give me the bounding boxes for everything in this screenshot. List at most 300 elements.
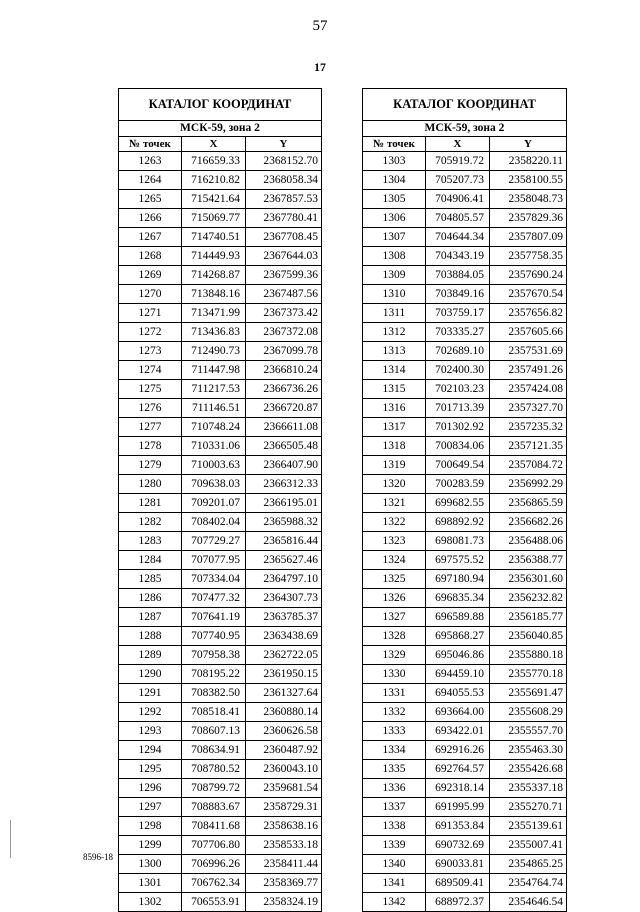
x-coordinate-cell: 710003.63 xyxy=(182,456,246,475)
y-coordinate-cell: 2357656.82 xyxy=(490,304,567,323)
x-coordinate-cell: 691995.99 xyxy=(426,798,490,817)
y-coordinate-cell: 2357424.08 xyxy=(490,380,567,399)
table-row xyxy=(119,399,322,418)
y-coordinate-cell: 2358100.55 xyxy=(490,171,567,190)
x-coordinate-cell: 708634.91 xyxy=(182,741,246,760)
point-number-cell: 1273 xyxy=(119,342,182,361)
point-number-cell: 1332 xyxy=(363,703,426,722)
table-row xyxy=(363,418,567,437)
table-row xyxy=(119,437,322,456)
table-row xyxy=(119,228,322,247)
x-coordinate-cell: 708195.22 xyxy=(182,665,246,684)
table-row xyxy=(363,684,567,703)
point-number-cell: 1341 xyxy=(363,874,426,893)
x-coordinate-cell: 705919.72 xyxy=(426,152,490,171)
point-number-cell: 1314 xyxy=(363,361,426,380)
x-coordinate-cell: 707740.95 xyxy=(182,627,246,646)
point-number-cell: 1281 xyxy=(119,494,182,513)
x-coordinate-cell: 712490.73 xyxy=(182,342,246,361)
point-number-cell: 1325 xyxy=(363,570,426,589)
y-coordinate-cell: 2354865.25 xyxy=(490,855,567,874)
table-row xyxy=(119,266,322,285)
table-row xyxy=(119,513,322,532)
table-row xyxy=(363,513,567,532)
table-row xyxy=(363,380,567,399)
x-coordinate-cell: 707729.27 xyxy=(182,532,246,551)
table-row xyxy=(119,209,322,228)
y-coordinate-cell: 2355139.61 xyxy=(490,817,567,836)
x-coordinate-cell: 706762.34 xyxy=(182,874,246,893)
table-row xyxy=(119,798,322,817)
y-coordinate-cell: 2365988.32 xyxy=(246,513,322,532)
y-coordinate-cell: 2357758.35 xyxy=(490,247,567,266)
y-coordinate-cell: 2367599.36 xyxy=(246,266,322,285)
column-header-point-number: № точек xyxy=(363,137,426,152)
point-number-cell: 1290 xyxy=(119,665,182,684)
coordinate-system-label: МСК-59, зона 2 xyxy=(363,121,567,137)
column-header-y: Y xyxy=(246,137,322,152)
y-coordinate-cell: 2363785.37 xyxy=(246,608,322,627)
point-number-cell: 1295 xyxy=(119,760,182,779)
y-coordinate-cell: 2360626.58 xyxy=(246,722,322,741)
x-coordinate-cell: 702689.10 xyxy=(426,342,490,361)
y-coordinate-cell: 2354646.54 xyxy=(490,893,567,912)
point-number-cell: 1293 xyxy=(119,722,182,741)
table-row xyxy=(363,836,567,855)
y-coordinate-cell: 2366195.01 xyxy=(246,494,322,513)
x-coordinate-cell: 692916.26 xyxy=(426,741,490,760)
x-coordinate-cell: 703759.17 xyxy=(426,304,490,323)
x-coordinate-cell: 708411.68 xyxy=(182,817,246,836)
x-coordinate-cell: 695046.86 xyxy=(426,646,490,665)
point-number-cell: 1301 xyxy=(119,874,182,893)
table-row xyxy=(363,646,567,665)
point-number-cell: 1272 xyxy=(119,323,182,342)
y-coordinate-cell: 2356040.85 xyxy=(490,627,567,646)
table-row xyxy=(119,627,322,646)
point-number-cell: 1269 xyxy=(119,266,182,285)
point-number-cell: 1265 xyxy=(119,190,182,209)
table-row xyxy=(119,285,322,304)
x-coordinate-cell: 707958.38 xyxy=(182,646,246,665)
point-number-cell: 1319 xyxy=(363,456,426,475)
point-number-cell: 1279 xyxy=(119,456,182,475)
table-row xyxy=(119,323,322,342)
x-coordinate-cell: 704805.57 xyxy=(426,209,490,228)
y-coordinate-cell: 2357084.72 xyxy=(490,456,567,475)
x-coordinate-cell: 697180.94 xyxy=(426,570,490,589)
table-row xyxy=(363,494,567,513)
x-coordinate-cell: 708402.04 xyxy=(182,513,246,532)
point-number-cell: 1288 xyxy=(119,627,182,646)
table-row xyxy=(363,741,567,760)
point-number-cell: 1338 xyxy=(363,817,426,836)
y-coordinate-cell: 2358729.31 xyxy=(246,798,322,817)
y-coordinate-cell: 2356301.60 xyxy=(490,570,567,589)
y-coordinate-cell: 2367857.53 xyxy=(246,190,322,209)
y-coordinate-cell: 2365627.46 xyxy=(246,551,322,570)
point-number-cell: 1328 xyxy=(363,627,426,646)
point-number-cell: 1278 xyxy=(119,437,182,456)
point-number-cell: 1308 xyxy=(363,247,426,266)
x-coordinate-cell: 714449.93 xyxy=(182,247,246,266)
x-coordinate-cell: 716659.33 xyxy=(182,152,246,171)
point-number-cell: 1289 xyxy=(119,646,182,665)
table-row xyxy=(363,893,567,912)
table-row xyxy=(363,532,567,551)
table-row xyxy=(363,304,567,323)
x-coordinate-cell: 703849.16 xyxy=(426,285,490,304)
point-number-cell: 1311 xyxy=(363,304,426,323)
y-coordinate-cell: 2356865.59 xyxy=(490,494,567,513)
page-number: 57 xyxy=(312,18,328,34)
point-number-cell: 1313 xyxy=(363,342,426,361)
point-number-cell: 1310 xyxy=(363,285,426,304)
point-number-cell: 1306 xyxy=(363,209,426,228)
table-row xyxy=(119,646,322,665)
point-number-cell: 1340 xyxy=(363,855,426,874)
table-row xyxy=(363,570,567,589)
x-coordinate-cell: 709201.07 xyxy=(182,494,246,513)
column-header-x: X xyxy=(426,137,490,152)
point-number-cell: 1324 xyxy=(363,551,426,570)
y-coordinate-cell: 2367708.45 xyxy=(246,228,322,247)
x-coordinate-cell: 715069.77 xyxy=(182,209,246,228)
table-row xyxy=(363,589,567,608)
x-coordinate-cell: 706996.26 xyxy=(182,855,246,874)
x-coordinate-cell: 703884.05 xyxy=(426,266,490,285)
table-row xyxy=(119,380,322,399)
x-coordinate-cell: 708883.67 xyxy=(182,798,246,817)
point-number-cell: 1302 xyxy=(119,893,182,912)
table-row xyxy=(119,665,322,684)
y-coordinate-cell: 2367373.42 xyxy=(246,304,322,323)
y-coordinate-cell: 2360487.92 xyxy=(246,741,322,760)
y-coordinate-cell: 2355557.70 xyxy=(490,722,567,741)
table-row xyxy=(119,760,322,779)
table-row xyxy=(363,285,567,304)
point-number-cell: 1304 xyxy=(363,171,426,190)
y-coordinate-cell: 2361327.64 xyxy=(246,684,322,703)
table-row xyxy=(363,627,567,646)
point-number-cell: 1264 xyxy=(119,171,182,190)
point-number-cell: 1274 xyxy=(119,361,182,380)
x-coordinate-cell: 716210.82 xyxy=(182,171,246,190)
table-row xyxy=(119,836,322,855)
table-row xyxy=(119,893,322,912)
x-coordinate-cell: 695868.27 xyxy=(426,627,490,646)
y-coordinate-cell: 2366736.26 xyxy=(246,380,322,399)
point-number-cell: 1320 xyxy=(363,475,426,494)
point-number-cell: 1275 xyxy=(119,380,182,399)
x-coordinate-cell: 701713.39 xyxy=(426,399,490,418)
document-code: 8596-18 xyxy=(83,852,113,862)
point-number-cell: 1337 xyxy=(363,798,426,817)
y-coordinate-cell: 2359681.54 xyxy=(246,779,322,798)
point-number-cell: 1329 xyxy=(363,646,426,665)
x-coordinate-cell: 708780.52 xyxy=(182,760,246,779)
x-coordinate-cell: 692318.14 xyxy=(426,779,490,798)
y-coordinate-cell: 2366407.90 xyxy=(246,456,322,475)
point-number-cell: 1286 xyxy=(119,589,182,608)
x-coordinate-cell: 704644.34 xyxy=(426,228,490,247)
point-number-cell: 1333 xyxy=(363,722,426,741)
y-coordinate-cell: 2355770.18 xyxy=(490,665,567,684)
y-coordinate-cell: 2363438.69 xyxy=(246,627,322,646)
point-number-cell: 1316 xyxy=(363,399,426,418)
point-number-cell: 1270 xyxy=(119,285,182,304)
x-coordinate-cell: 704906.41 xyxy=(426,190,490,209)
y-coordinate-cell: 2362722.05 xyxy=(246,646,322,665)
column-header-point-number: № точек xyxy=(119,137,182,152)
table-row xyxy=(363,361,567,380)
point-number-cell: 1287 xyxy=(119,608,182,627)
y-coordinate-cell: 2368058.34 xyxy=(246,171,322,190)
point-number-cell: 1280 xyxy=(119,475,182,494)
table-row xyxy=(119,817,322,836)
point-number-cell: 1282 xyxy=(119,513,182,532)
y-coordinate-cell: 2368152.70 xyxy=(246,152,322,171)
y-coordinate-cell: 2358411.44 xyxy=(246,855,322,874)
x-coordinate-cell: 689509.41 xyxy=(426,874,490,893)
y-coordinate-cell: 2357327.70 xyxy=(490,399,567,418)
table-row xyxy=(363,608,567,627)
y-coordinate-cell: 2354764.74 xyxy=(490,874,567,893)
x-coordinate-cell: 693422.01 xyxy=(426,722,490,741)
x-coordinate-cell: 700649.54 xyxy=(426,456,490,475)
table-row xyxy=(363,722,567,741)
point-number-cell: 1276 xyxy=(119,399,182,418)
y-coordinate-cell: 2365816.44 xyxy=(246,532,322,551)
table-row xyxy=(119,779,322,798)
table-row xyxy=(363,779,567,798)
point-number-cell: 1266 xyxy=(119,209,182,228)
y-coordinate-cell: 2356185.77 xyxy=(490,608,567,627)
x-coordinate-cell: 706553.91 xyxy=(182,893,246,912)
x-coordinate-cell: 711447.98 xyxy=(182,361,246,380)
table-row xyxy=(119,475,322,494)
table-row xyxy=(119,532,322,551)
y-coordinate-cell: 2357829.36 xyxy=(490,209,567,228)
y-coordinate-cell: 2366312.33 xyxy=(246,475,322,494)
x-coordinate-cell: 688972.37 xyxy=(426,893,490,912)
table-row xyxy=(119,551,322,570)
table-row xyxy=(119,456,322,475)
table-body xyxy=(119,152,322,912)
y-coordinate-cell: 2367780.41 xyxy=(246,209,322,228)
y-coordinate-cell: 2356682.26 xyxy=(490,513,567,532)
table-row xyxy=(363,247,567,266)
x-coordinate-cell: 696589.88 xyxy=(426,608,490,627)
y-coordinate-cell: 2355608.29 xyxy=(490,703,567,722)
y-coordinate-cell: 2357670.54 xyxy=(490,285,567,304)
x-coordinate-cell: 713436.83 xyxy=(182,323,246,342)
x-coordinate-cell: 704343.19 xyxy=(426,247,490,266)
point-number-cell: 1292 xyxy=(119,703,182,722)
table-row xyxy=(119,741,322,760)
table-row xyxy=(119,361,322,380)
point-number-cell: 1283 xyxy=(119,532,182,551)
point-number-cell: 1299 xyxy=(119,836,182,855)
table-row xyxy=(119,342,322,361)
margin-mark xyxy=(10,820,11,858)
point-number-cell: 1263 xyxy=(119,152,182,171)
x-coordinate-cell: 708518.41 xyxy=(182,703,246,722)
table-row xyxy=(363,456,567,475)
x-coordinate-cell: 698892.92 xyxy=(426,513,490,532)
point-number-cell: 1271 xyxy=(119,304,182,323)
table-row xyxy=(119,171,322,190)
point-number-cell: 1312 xyxy=(363,323,426,342)
x-coordinate-cell: 714268.87 xyxy=(182,266,246,285)
x-coordinate-cell: 707477.32 xyxy=(182,589,246,608)
x-coordinate-cell: 690732.69 xyxy=(426,836,490,855)
x-coordinate-cell: 711217.53 xyxy=(182,380,246,399)
table-row xyxy=(363,874,567,893)
table-row xyxy=(119,247,322,266)
y-coordinate-cell: 2366611.08 xyxy=(246,418,322,437)
y-coordinate-cell: 2356388.77 xyxy=(490,551,567,570)
catalog-title: КАТАЛОГ КООРДИНАТ xyxy=(363,89,567,121)
table-row xyxy=(119,304,322,323)
table-row xyxy=(119,684,322,703)
y-coordinate-cell: 2366810.24 xyxy=(246,361,322,380)
point-number-cell: 1339 xyxy=(363,836,426,855)
y-coordinate-cell: 2355007.41 xyxy=(490,836,567,855)
table-row xyxy=(363,342,567,361)
point-number-cell: 1323 xyxy=(363,532,426,551)
column-header-y: Y xyxy=(490,137,567,152)
y-coordinate-cell: 2364307.73 xyxy=(246,589,322,608)
table-row xyxy=(363,798,567,817)
x-coordinate-cell: 702103.23 xyxy=(426,380,490,399)
y-coordinate-cell: 2355426.68 xyxy=(490,760,567,779)
table-row xyxy=(119,874,322,893)
point-number-cell: 1307 xyxy=(363,228,426,247)
x-coordinate-cell: 690033.81 xyxy=(426,855,490,874)
point-number-cell: 1284 xyxy=(119,551,182,570)
y-coordinate-cell: 2357605.66 xyxy=(490,323,567,342)
y-coordinate-cell: 2357807.09 xyxy=(490,228,567,247)
table-row xyxy=(119,494,322,513)
table-row xyxy=(363,171,567,190)
y-coordinate-cell: 2366505.48 xyxy=(246,437,322,456)
x-coordinate-cell: 713848.16 xyxy=(182,285,246,304)
point-number-cell: 1334 xyxy=(363,741,426,760)
y-coordinate-cell: 2357491.26 xyxy=(490,361,567,380)
catalog-title: КАТАЛОГ КООРДИНАТ xyxy=(119,89,322,121)
point-number-cell: 1315 xyxy=(363,380,426,399)
y-coordinate-cell: 2358324.19 xyxy=(246,893,322,912)
x-coordinate-cell: 693664.00 xyxy=(426,703,490,722)
table-row xyxy=(363,817,567,836)
point-number-cell: 1331 xyxy=(363,684,426,703)
point-number-cell: 1318 xyxy=(363,437,426,456)
y-coordinate-cell: 2355463.30 xyxy=(490,741,567,760)
x-coordinate-cell: 700834.06 xyxy=(426,437,490,456)
table-row xyxy=(119,722,322,741)
x-coordinate-cell: 711146.51 xyxy=(182,399,246,418)
x-coordinate-cell: 707706.80 xyxy=(182,836,246,855)
table-row xyxy=(119,418,322,437)
table-row xyxy=(363,551,567,570)
table-row xyxy=(119,570,322,589)
y-coordinate-cell: 2357690.24 xyxy=(490,266,567,285)
table-row xyxy=(363,399,567,418)
point-number-cell: 1321 xyxy=(363,494,426,513)
y-coordinate-cell: 2356488.06 xyxy=(490,532,567,551)
x-coordinate-cell: 694459.10 xyxy=(426,665,490,684)
y-coordinate-cell: 2358638.16 xyxy=(246,817,322,836)
y-coordinate-cell: 2360043.10 xyxy=(246,760,322,779)
point-number-cell: 1267 xyxy=(119,228,182,247)
table-row xyxy=(363,323,567,342)
y-coordinate-cell: 2356992.29 xyxy=(490,475,567,494)
table-row xyxy=(119,152,322,171)
y-coordinate-cell: 2357235.32 xyxy=(490,418,567,437)
table-row xyxy=(119,608,322,627)
y-coordinate-cell: 2367487.56 xyxy=(246,285,322,304)
table-row xyxy=(119,703,322,722)
point-number-cell: 1322 xyxy=(363,513,426,532)
table-row xyxy=(363,475,567,494)
y-coordinate-cell: 2357121.35 xyxy=(490,437,567,456)
point-number-cell: 1317 xyxy=(363,418,426,437)
point-number-cell: 1285 xyxy=(119,570,182,589)
coordinate-system-label: МСК-59, зона 2 xyxy=(119,121,322,137)
y-coordinate-cell: 2356232.82 xyxy=(490,589,567,608)
table-row xyxy=(119,589,322,608)
point-number-cell: 1300 xyxy=(119,855,182,874)
x-coordinate-cell: 715421.64 xyxy=(182,190,246,209)
point-number-cell: 1336 xyxy=(363,779,426,798)
table-row xyxy=(363,703,567,722)
x-coordinate-cell: 708607.13 xyxy=(182,722,246,741)
y-coordinate-cell: 2367644.03 xyxy=(246,247,322,266)
y-coordinate-cell: 2355337.18 xyxy=(490,779,567,798)
x-coordinate-cell: 701302.92 xyxy=(426,418,490,437)
x-coordinate-cell: 707641.19 xyxy=(182,608,246,627)
y-coordinate-cell: 2355880.18 xyxy=(490,646,567,665)
x-coordinate-cell: 699682.55 xyxy=(426,494,490,513)
x-coordinate-cell: 708799.72 xyxy=(182,779,246,798)
table-row xyxy=(363,190,567,209)
table-row xyxy=(363,228,567,247)
point-number-cell: 1303 xyxy=(363,152,426,171)
x-coordinate-cell: 714740.51 xyxy=(182,228,246,247)
point-number-cell: 1298 xyxy=(119,817,182,836)
x-coordinate-cell: 705207.73 xyxy=(426,171,490,190)
table-body xyxy=(363,152,567,912)
coordinate-catalog-right xyxy=(362,88,567,912)
point-number-cell: 1335 xyxy=(363,760,426,779)
table-row xyxy=(363,152,567,171)
x-coordinate-cell: 696835.34 xyxy=(426,589,490,608)
table-row xyxy=(363,760,567,779)
point-number-cell: 1277 xyxy=(119,418,182,437)
y-coordinate-cell: 2358048.73 xyxy=(490,190,567,209)
point-number-cell: 1330 xyxy=(363,665,426,684)
x-coordinate-cell: 700283.59 xyxy=(426,475,490,494)
x-coordinate-cell: 708382.50 xyxy=(182,684,246,703)
x-coordinate-cell: 707077.95 xyxy=(182,551,246,570)
y-coordinate-cell: 2360880.14 xyxy=(246,703,322,722)
y-coordinate-cell: 2367099.78 xyxy=(246,342,322,361)
point-number-cell: 1297 xyxy=(119,798,182,817)
point-number-cell: 1309 xyxy=(363,266,426,285)
x-coordinate-cell: 698081.73 xyxy=(426,532,490,551)
x-coordinate-cell: 703335.27 xyxy=(426,323,490,342)
